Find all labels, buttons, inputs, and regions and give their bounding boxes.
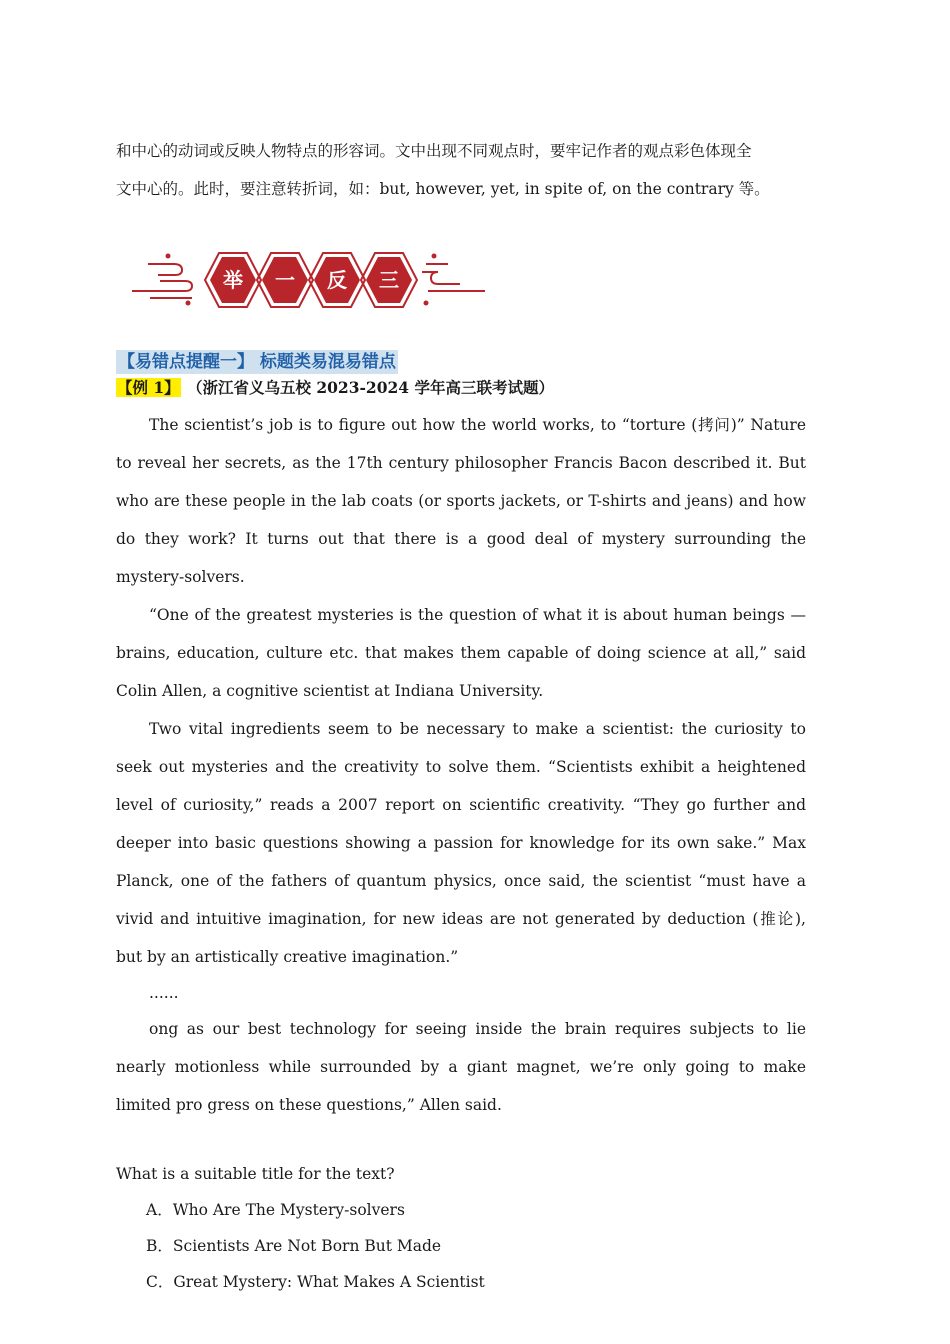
- passage-ellipsis: ......: [149, 984, 179, 1002]
- cloud-decoration-right-icon: [422, 254, 485, 306]
- document-page: [116, 132, 806, 1300]
- intro-line-1: 和中心的动词或反映人物特点的形容词。文中出现不同观点时，要牢记作者的观点彩色体现全: [116, 142, 752, 160]
- passage-paragraph-1: The scientist’s job is to figure out how the world works, to “torture (拷问)” Nature to reveal her secrets, as the 17th century philosopher Francis Bacon described it. But who are these people in the lab coats (or sports jackets, or T-shirts and jeans) and how do they work? It turns out that there is a good deal of mystery surrounding the mystery-solvers.: [116, 416, 806, 586]
- passage-paragraph-3: Two vital ingredients seem to be necessary to make a scientist: the curiosity to seek out mysteries and the creativity to solve them. “Scientists exhibit a heightened level of curiosity,” reads a 2007 report on scientific creativity. “They go further and deeper into basic questions showing a passion for knowledge for its own sake.” Max Planck, one of the fathers of quantum physics, once said, the scientist “must have a vivid and intuitive imagination, for new ideas are not generated by deduction (推论), but by an artistically creative imagination.”: [116, 720, 806, 966]
- option-a: A．Who Are The Mystery-solvers: [146, 1201, 405, 1219]
- section-title: 【易错点提醒一】 标题类易混易错点: [118, 352, 396, 372]
- option-b: B．Scientists Are Not Born But Made: [146, 1237, 442, 1255]
- question-stem: What is a suitable title for the text?: [116, 1165, 395, 1183]
- section-banner: [130, 250, 490, 312]
- example-source: （浙江省义乌五校 2023-2024 学年高三联考试题）: [194, 378, 554, 397]
- example-tag: 【例 1】: [117, 378, 180, 397]
- passage-paragraph-4: ong as our best technology for seeing inside the brain requires subjects to lie nearly motionless while surrounded by a giant magnet, we’re only going to make limited pro gress on these questions,” Allen said.: [116, 1020, 806, 1114]
- hexagon-badges: [205, 253, 417, 307]
- passage-paragraph-2: “One of the greatest mysteries is the question of what it is about human beings — brains, education, culture etc. that makes them capable of doing science at all,” said Colin Allen, a cognitive scientist at Indiana University.: [116, 606, 806, 700]
- banner-char-1: 举: [223, 268, 243, 292]
- banner-char-3: 反: [327, 268, 347, 292]
- banner-char-2: 一: [275, 268, 295, 292]
- example-heading: [116, 376, 806, 400]
- banner-char-4: 三: [379, 268, 399, 292]
- option-c: C．Great Mystery: What Makes A Scientist: [146, 1273, 485, 1291]
- intro-line-2: 文中心的。此时，要注意转折词，如：but, however, yet, in spite of, on the contrary 等。: [116, 180, 770, 198]
- cloud-decoration-left-icon: [132, 254, 192, 306]
- intro-paragraph: [116, 132, 806, 208]
